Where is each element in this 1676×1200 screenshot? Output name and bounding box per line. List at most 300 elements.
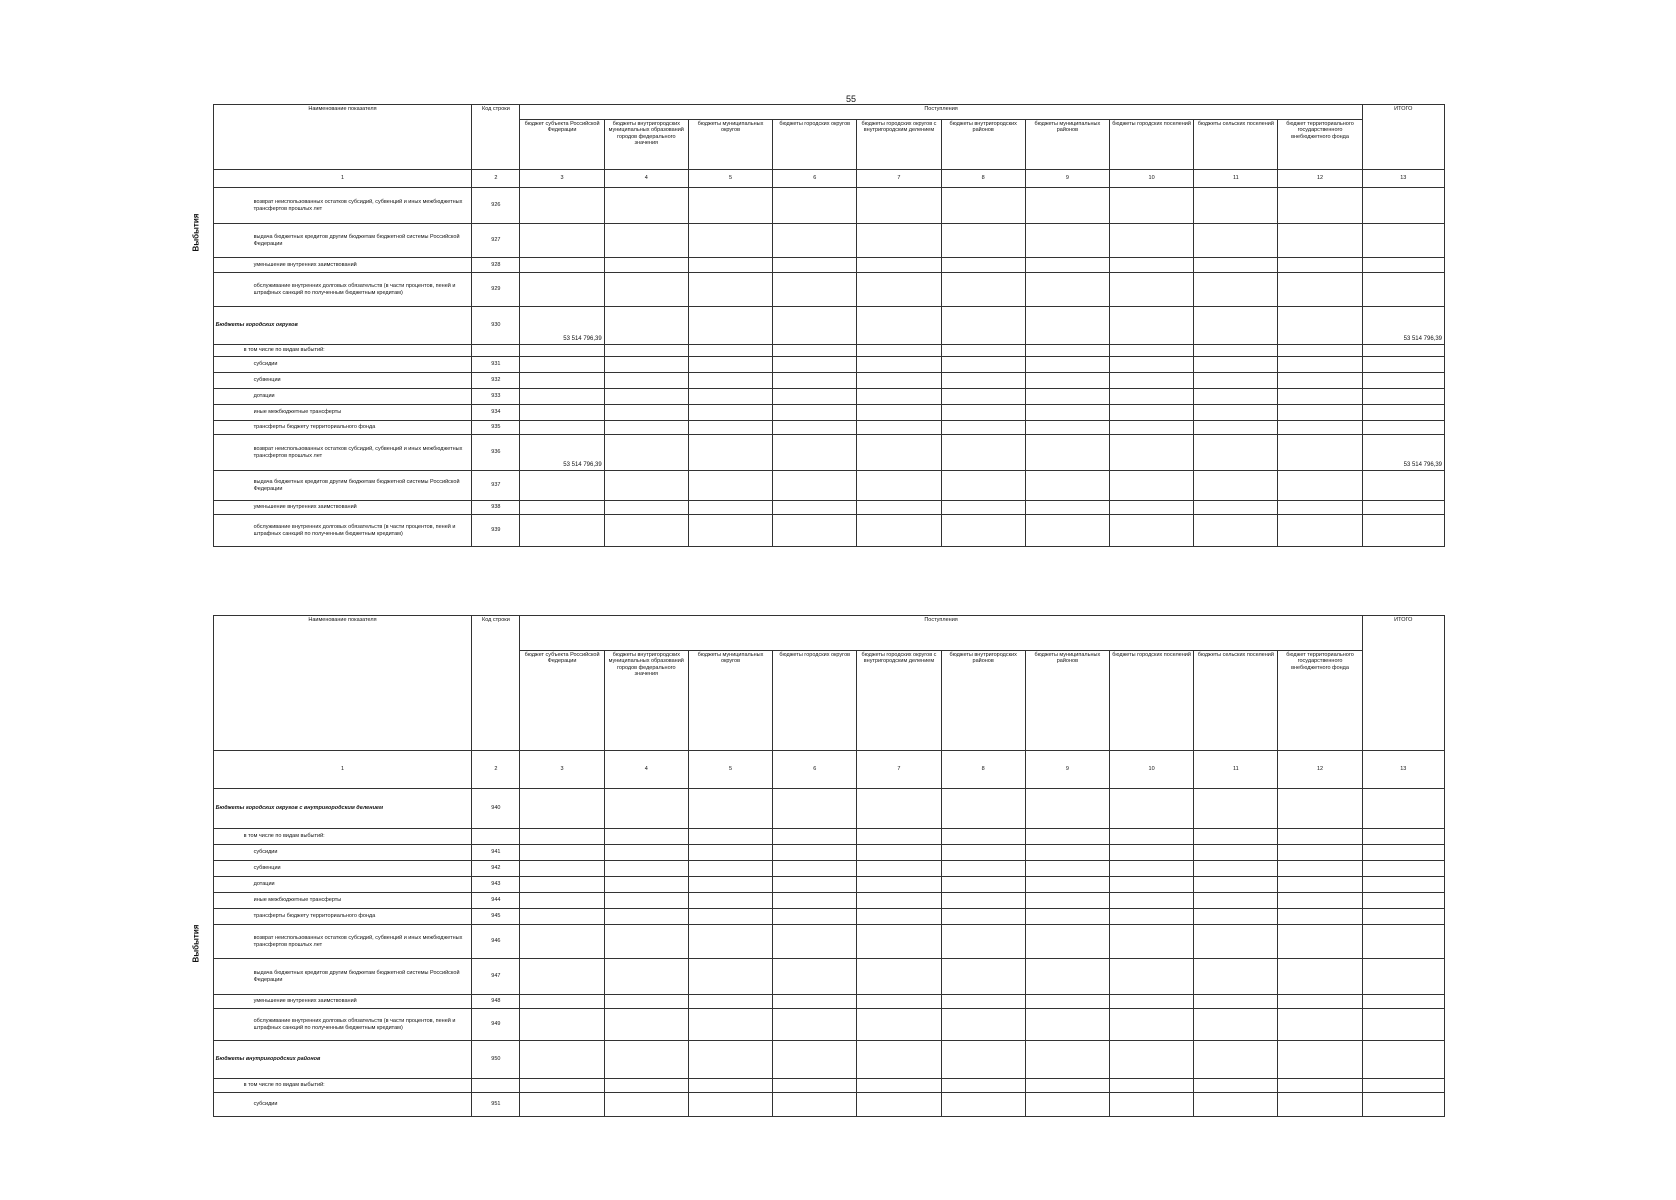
cell-col-4 [604,471,688,501]
cell-total [1362,1079,1444,1093]
header-col-10: бюджеты городских поселений [1109,120,1193,170]
header-code: Код строки [472,616,520,751]
cell-col-5 [688,861,772,877]
table-row [163,501,1445,515]
header-col-5: бюджеты муниципальных округов [688,120,772,170]
cell-col-6 [773,1093,857,1117]
cell-col-11 [1194,829,1278,845]
column-number-13: 13 [1362,751,1444,789]
cell-col-6 [773,405,857,421]
cell-col-4 [604,789,688,829]
cell-col-9 [1025,995,1109,1009]
cell-col-11 [1194,273,1278,307]
cell-col-11 [1194,909,1278,925]
cell-col-3 [520,471,604,501]
cell-col-7 [857,515,941,547]
cell-col-9 [1025,273,1109,307]
cell-total [1362,258,1444,273]
side-cell [163,373,213,389]
cell-col-7 [857,188,941,224]
row-code: 943 [472,877,520,893]
side-cell [163,829,213,845]
cell-col-4 [604,959,688,995]
column-number-4: 4 [604,751,688,789]
cell-col-10 [1109,421,1193,435]
cell-col-4 [604,925,688,959]
header-col-5: бюджеты муниципальных округов [688,651,772,751]
header-col-12: бюджет территориального государственного внебюджетного фонда [1278,120,1362,170]
cell-col-12 [1278,345,1362,357]
header-col-6: бюджеты городских округов [773,120,857,170]
table-row [163,995,1445,1009]
cell-col-10 [1109,845,1193,861]
cell-col-9 [1025,789,1109,829]
cell-col-5 [688,995,772,1009]
cell-col-11 [1194,357,1278,373]
row-code: 926 [472,188,520,224]
cell-col-3 [520,1009,604,1041]
cell-col-4 [604,515,688,547]
header-group: Поступления [520,105,1362,120]
cell-col-7 [857,501,941,515]
cell-col-5 [688,829,772,845]
cell-total [1362,471,1444,501]
row-code: 944 [472,893,520,909]
cell-col-3 [520,258,604,273]
header-col-9: бюджеты муниципальных районов [1025,651,1109,751]
cell-col-12 [1278,995,1362,1009]
cell-col-12 [1278,471,1362,501]
side-cell [163,471,213,501]
column-number-10: 10 [1109,170,1193,188]
cell-col-5 [688,373,772,389]
table-row [163,1041,1445,1079]
cell-total [1362,273,1444,307]
cell-col-11 [1194,307,1278,345]
cell-col-10 [1109,405,1193,421]
column-number-7: 7 [857,170,941,188]
cell-col-4 [604,188,688,224]
header-name: Наименование показателя [213,105,472,170]
cell-col-7 [857,1079,941,1093]
cell-col-7 [857,829,941,845]
header-col-7: бюджеты городских округов с внутригородским делением [857,651,941,751]
cell-col-4 [604,829,688,845]
cell-col-8 [941,893,1025,909]
row-code: 929 [472,273,520,307]
cell-col-10 [1109,959,1193,995]
column-number-6: 6 [773,170,857,188]
cell-col-7 [857,877,941,893]
header-total: ИТОГО [1362,105,1444,170]
cell-col-3 [520,373,604,389]
cell-col-7 [857,1041,941,1079]
cell-col-10 [1109,273,1193,307]
cell-col-4 [604,258,688,273]
cell-col-5 [688,515,772,547]
row-name: трансферты бюджету территориального фонда [213,421,472,435]
cell-col-3: 53 514 796,39 [520,435,604,471]
row-code: 927 [472,224,520,258]
cell-col-3 [520,1093,604,1117]
cell-col-8 [941,1041,1025,1079]
cell-col-6 [773,501,857,515]
side-cell [163,357,213,373]
cell-col-10 [1109,893,1193,909]
header-row-top [163,105,1445,120]
cell-col-5 [688,893,772,909]
row-code: 949 [472,1009,520,1041]
header-total: ИТОГО [1362,616,1444,751]
row-code: 934 [472,405,520,421]
header-col-8: бюджеты внутригородских районов [941,120,1025,170]
cell-col-12 [1278,1093,1362,1117]
cell-col-11 [1194,995,1278,1009]
row-code [472,1079,520,1093]
cell-col-5 [688,273,772,307]
cell-col-12 [1278,861,1362,877]
row-code: 947 [472,959,520,995]
row-code: 946 [472,925,520,959]
cell-col-3 [520,1041,604,1079]
row-code: 933 [472,389,520,405]
cell-col-8 [941,421,1025,435]
cell-col-3 [520,421,604,435]
cell-col-5 [688,1041,772,1079]
cell-total [1362,188,1444,224]
side-cell [163,893,213,909]
table-row [163,515,1445,547]
cell-col-4 [604,1009,688,1041]
cell-col-10 [1109,1093,1193,1117]
cell-col-7 [857,1093,941,1117]
row-code: 936 [472,435,520,471]
report-table-2-block [163,615,1445,1117]
cell-col-5 [688,471,772,501]
cell-col-4 [604,861,688,877]
column-number-9: 9 [1025,751,1109,789]
cell-total [1362,959,1444,995]
cell-col-8 [941,357,1025,373]
side-cell [163,861,213,877]
cell-col-9 [1025,1093,1109,1117]
table-row [163,405,1445,421]
row-code: 931 [472,357,520,373]
cell-col-8 [941,224,1025,258]
cell-col-6 [773,1009,857,1041]
row-name: иные межбюджетные трансферты [213,405,472,421]
table-row [163,435,1445,471]
row-name: трансферты бюджету территориального фонда [213,909,472,925]
cell-col-3 [520,345,604,357]
row-code: 948 [472,995,520,1009]
cell-col-5 [688,501,772,515]
cell-col-12 [1278,515,1362,547]
cell-col-9 [1025,893,1109,909]
cell-total [1362,877,1444,893]
cell-col-3 [520,845,604,861]
cell-col-12 [1278,829,1362,845]
row-name: выдача бюджетных кредитов другим бюджетам бюджетной системы Российской Федерации [213,224,472,258]
row-code: 950 [472,1041,520,1079]
cell-col-5 [688,1093,772,1117]
table-row [163,471,1445,501]
header-col-6: бюджеты городских округов [773,651,857,751]
cell-col-3 [520,357,604,373]
cell-col-7 [857,845,941,861]
side-cell [163,1093,213,1117]
row-code: 941 [472,845,520,861]
header-row-numbers [163,751,1445,789]
cell-col-6 [773,829,857,845]
cell-col-6 [773,258,857,273]
cell-col-3 [520,893,604,909]
header-row-numbers [163,170,1445,188]
row-code: 938 [472,501,520,515]
side-cell [163,258,213,273]
report-table-1-block [163,104,1445,547]
cell-col-8 [941,789,1025,829]
cell-col-6 [773,273,857,307]
cell-col-11 [1194,188,1278,224]
side-cell [163,845,213,861]
cell-col-9 [1025,471,1109,501]
cell-col-3 [520,389,604,405]
cell-col-12 [1278,877,1362,893]
cell-col-3 [520,1079,604,1093]
cell-col-6 [773,389,857,405]
cell-col-9 [1025,405,1109,421]
cell-col-5 [688,188,772,224]
cell-col-4 [604,224,688,258]
row-code: 937 [472,471,520,501]
cell-col-7 [857,389,941,405]
cell-col-5 [688,224,772,258]
cell-col-7 [857,258,941,273]
cell-col-10 [1109,357,1193,373]
cell-col-3 [520,224,604,258]
row-name: субсидии [213,1093,472,1117]
cell-col-5 [688,389,772,405]
cell-col-12 [1278,224,1362,258]
cell-col-10 [1109,877,1193,893]
row-name: уменьшение внутренних заимствований [213,995,472,1009]
column-number-13: 13 [1362,170,1444,188]
cell-col-8 [941,829,1025,845]
cell-col-3 [520,273,604,307]
cell-col-8 [941,373,1025,389]
side-cell [163,501,213,515]
table-row [163,345,1445,357]
cell-col-10 [1109,1041,1193,1079]
cell-total [1362,845,1444,861]
side-cell [163,877,213,893]
cell-col-6 [773,1041,857,1079]
cell-col-11 [1194,515,1278,547]
header-col-3: бюджет субъекта Российской Федерации [520,120,604,170]
cell-col-3 [520,925,604,959]
cell-col-8 [941,1009,1025,1041]
column-number-2: 2 [472,751,520,789]
row-code: 928 [472,258,520,273]
cell-col-10 [1109,515,1193,547]
cell-col-10 [1109,373,1193,389]
cell-col-10 [1109,909,1193,925]
header-col-11: бюджеты сельских поселений [1194,120,1278,170]
cell-col-10 [1109,1009,1193,1041]
cell-col-3 [520,995,604,1009]
side-label-cell [163,616,213,789]
cell-col-5 [688,1009,772,1041]
header-col-12: бюджет территориального государственного внебюджетного фонда [1278,651,1362,751]
cell-col-8 [941,845,1025,861]
table-row [163,421,1445,435]
side-cell [163,959,213,995]
cell-col-12 [1278,373,1362,389]
cell-col-4 [604,845,688,861]
cell-col-9 [1025,515,1109,547]
cell-col-6 [773,224,857,258]
cell-col-10 [1109,1079,1193,1093]
cell-col-12 [1278,405,1362,421]
cell-col-11 [1194,389,1278,405]
cell-total [1362,893,1444,909]
cell-col-6 [773,909,857,925]
cell-col-12 [1278,1041,1362,1079]
cell-col-7 [857,405,941,421]
cell-col-3 [520,877,604,893]
cell-total: 53 514 796,39 [1362,435,1444,471]
cell-col-6 [773,188,857,224]
row-name: выдача бюджетных кредитов другим бюджетам бюджетной системы Российской Федерации [213,959,472,995]
cell-col-5 [688,258,772,273]
cell-col-6 [773,789,857,829]
cell-col-6 [773,307,857,345]
cell-col-11 [1194,1079,1278,1093]
cell-col-5 [688,925,772,959]
cell-col-7 [857,959,941,995]
cell-col-10 [1109,829,1193,845]
cell-total [1362,373,1444,389]
column-number-8: 8 [941,751,1025,789]
cell-col-11 [1194,893,1278,909]
cell-total [1362,789,1444,829]
cell-col-8 [941,995,1025,1009]
header-col-11: бюджеты сельских поселений [1194,651,1278,751]
cell-col-7 [857,471,941,501]
cell-col-3: 53 514 796,39 [520,307,604,345]
side-cell [163,224,213,258]
cell-col-7 [857,893,941,909]
cell-col-8 [941,345,1025,357]
cell-col-12 [1278,307,1362,345]
column-number-11: 11 [1194,751,1278,789]
cell-col-10 [1109,258,1193,273]
cell-total [1362,501,1444,515]
cell-col-9 [1025,1079,1109,1093]
cell-col-8 [941,471,1025,501]
cell-col-11 [1194,1009,1278,1041]
row-code: 942 [472,861,520,877]
header-col-8: бюджеты внутригородских районов [941,651,1025,751]
cell-col-12 [1278,909,1362,925]
side-cell [163,389,213,405]
table-row [163,188,1445,224]
column-number-1: 1 [213,170,472,188]
cell-col-3 [520,188,604,224]
cell-col-6 [773,877,857,893]
row-name: дотации [213,877,472,893]
table-row [163,258,1445,273]
table-row [163,273,1445,307]
cell-col-5 [688,357,772,373]
cell-col-11 [1194,925,1278,959]
side-label-cell [163,105,213,188]
cell-col-5 [688,1079,772,1093]
cell-col-8 [941,861,1025,877]
cell-col-3 [520,501,604,515]
column-number-8: 8 [941,170,1025,188]
cell-col-4 [604,389,688,405]
table-row [163,893,1445,909]
cell-col-5 [688,307,772,345]
cell-col-5 [688,405,772,421]
table-row [163,959,1445,995]
row-code [472,829,520,845]
cell-col-6 [773,471,857,501]
cell-col-10 [1109,224,1193,258]
cell-col-9 [1025,1009,1109,1041]
cell-col-12 [1278,959,1362,995]
cell-col-9 [1025,357,1109,373]
cell-col-7 [857,925,941,959]
cell-col-3 [520,789,604,829]
table-row [163,925,1445,959]
side-cell [163,405,213,421]
header-col-9: бюджеты муниципальных районов [1025,120,1109,170]
cell-col-12 [1278,1079,1362,1093]
cell-col-10 [1109,345,1193,357]
cell-col-7 [857,273,941,307]
side-cell [163,1009,213,1041]
cell-col-9 [1025,1041,1109,1079]
cell-col-7 [857,307,941,345]
cell-col-6 [773,421,857,435]
cell-col-7 [857,224,941,258]
cell-total [1362,345,1444,357]
row-code: 945 [472,909,520,925]
cell-col-6 [773,515,857,547]
header-col-4: бюджеты внутригородских муниципальных образований городов федерального значения [604,651,688,751]
cell-col-8 [941,405,1025,421]
cell-col-3 [520,959,604,995]
side-cell [163,789,213,829]
column-number-7: 7 [857,751,941,789]
cell-col-9 [1025,435,1109,471]
cell-col-12 [1278,845,1362,861]
cell-total [1362,1093,1444,1117]
row-name: субсидии [213,357,472,373]
row-name: возврат неиспользованных остатков субсидий, субвенций и иных межбюджетных трансфертов прошлых лет [213,435,472,471]
cell-total [1362,995,1444,1009]
row-name: Бюджеты внутригородских районов [213,1041,472,1079]
cell-col-11 [1194,224,1278,258]
cell-col-8 [941,877,1025,893]
cell-col-9 [1025,877,1109,893]
cell-col-12 [1278,258,1362,273]
cell-col-8 [941,307,1025,345]
table-row [163,1093,1445,1117]
